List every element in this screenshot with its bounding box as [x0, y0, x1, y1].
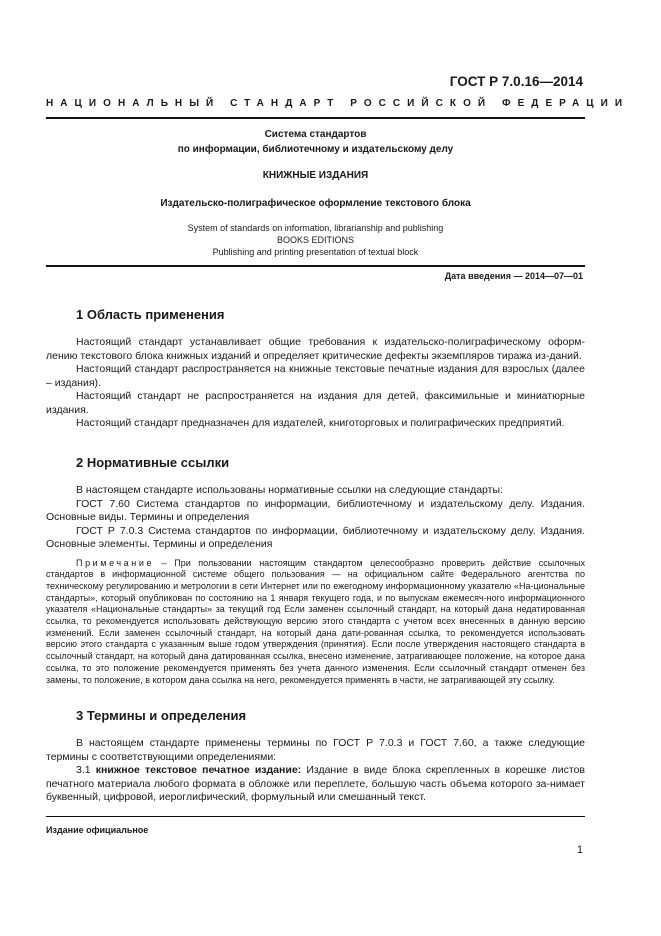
english-title-line1: System of standards on information, librarianship and publishing — [187, 223, 444, 233]
section-terms-definitions — [46, 708, 585, 723]
term-number: 3.1 — [76, 764, 96, 776]
section-heading: 2 Нормативные ссылки — [76, 455, 230, 470]
document-subtitle: Издательско-полиграфическое оформление текстового блока — [160, 198, 471, 209]
english-title-line2: BOOKS EDITIONS — [276, 235, 354, 245]
official-edition-label: Издание официальное — [46, 825, 149, 835]
section-heading: 1 Область применения — [76, 307, 225, 322]
paragraph: Настоящий стандарт предназначен для издателей, книготорговых и полиграфических предприятий. — [76, 417, 565, 429]
series-title-line2: по информации, библиотечному и издательскому делу — [177, 144, 454, 155]
paragraph: Настоящий стандарт устанавливает общие требования к издательско-полиграфическому оформ-лению текстового блока книжных изданий и определяет критические дефекты экземпляров тиража из-даний. — [46, 336, 585, 362]
note-paragraph — [46, 558, 585, 687]
term-definition — [46, 764, 585, 805]
national-standard-banner: НАЦИОНАЛЬНЫЙ СТАНДАРТ РОССИЙСКОЙ ФЕДЕРАЦИИ — [46, 98, 630, 109]
standard-code: ГОСТ Р 7.0.16—2014 — [449, 74, 583, 89]
paragraph: Настоящий стандарт не распространяется на издания для детей, факсимильные и миниатюрные издания. — [46, 390, 585, 416]
paragraph: В настоящем стандарте применены термины по ГОСТ Р 7.0.3 и ГОСТ 7.60, а также следующие термины с соответствующими определениями: — [46, 737, 585, 763]
english-title-line3: Publishing and printing presentation of textual block — [212, 247, 419, 257]
term: книжное текстовое печатное издание: — [95, 764, 302, 776]
section-heading: 3 Термины и определения — [76, 708, 247, 723]
reference-gost-7-60: ГОСТ 7.60 Система стандартов по информации, библиотечному и издательскому делу. Издания. Основные виды. Термины и определения — [46, 497, 585, 523]
definition: Издание в виде блока скрепленных в корешке листов печатного материала любого формата в обложке или переплете, большую часть объема которого за-нимает буквенный, цифровой, иероглифический, формульный или смешанный текст. — [46, 764, 586, 803]
section-terms-definitions-body — [46, 737, 585, 805]
reference-gost-r-7-0-3: ГОСТ Р 7.0.3 Система стандартов по информации, библиотечному и издательскому делу. Издания. Основные элементы. Термины и определения — [46, 524, 585, 550]
section-scope — [46, 307, 585, 322]
section-scope-body — [46, 336, 585, 431]
paragraph: В настоящем стандарте использованы нормативные ссылки на следующие стандарты: — [76, 484, 503, 496]
paragraph: Настоящий стандарт распространяется на книжные текстовые печатные издания для взрослых (далее – издания). — [46, 363, 585, 389]
page-number: 1 — [576, 844, 583, 856]
note-label: Примечание — [76, 557, 155, 568]
series-title-line1: Система стандартов — [264, 129, 367, 140]
date-of-introduction: Дата введения — 2014—07—01 — [444, 271, 583, 281]
top-divider — [46, 117, 585, 119]
document-title: КНИЖНЫЕ ИЗДАНИЯ — [262, 170, 369, 181]
note-text: – При пользовании настоящим стандартом целесообразно проверить действие ссылочных стандартов в информационной системе общего пользования — на официальном сайте Федерального агентства по техническому регулированию и метрологии в сети Интернет или по ежегодному информационному указателю «На-циональные стандарты», который опубликован по состоянию на 1 января текущего года, и по выпускам ежемесяч-ного информационного указателя «Национальные стандарты» за текущий год Если заменен ссылочный стандарт, на который дана недатированная ссылка, то рекомендуется использовать действующую версию этого стандарта с учетом всех внесенных в данную версию изменений. Если заменен ссылочный стандарт, на который дана дати-рованная ссылка, то рекомендуется использовать версию этого стандарта с указанным выше годом утверждения (принятия). Если после утверждения настоящего стандарта в ссылочный стандарт, на который дана датированная ссылка, внесено изменение, затрагивающее положение, на которое дана ссылка, то это положение рекомендуется применять без учета данного изменения. Если ссылочный стандарт отменен без замены, то положение, в котором дана ссылка на него, рекомендуется применять в части, не затрагивающей эту ссылку. — [46, 557, 585, 685]
footer-divider — [46, 816, 585, 817]
section-normative-references-body — [46, 484, 585, 686]
section-normative-references — [46, 455, 585, 470]
title-divider — [46, 265, 585, 267]
